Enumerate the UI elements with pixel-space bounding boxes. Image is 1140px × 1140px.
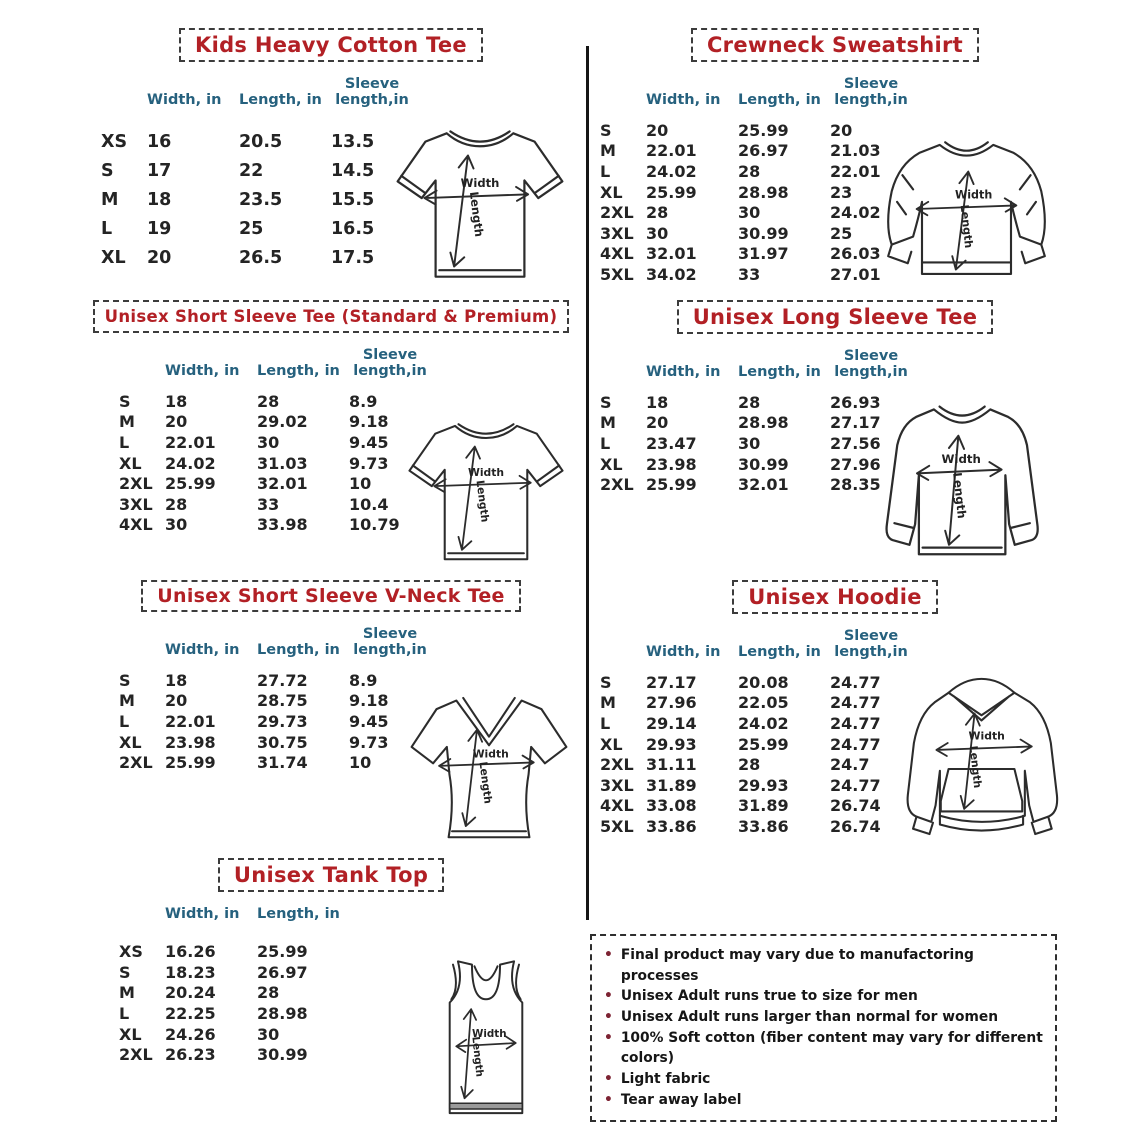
size-label: XL: [119, 453, 142, 473]
table-header-row: [646, 348, 1078, 380]
column-header: Width, in: [646, 364, 721, 381]
column-header: Sleeve length,in: [335, 76, 409, 109]
measurement-value: 24.77: [830, 734, 881, 754]
measurement-value: 23.5: [239, 190, 283, 211]
measurement-value: 13.5: [331, 132, 375, 153]
measurement-value: 20.24: [165, 983, 216, 1003]
measurement-value: 18.23: [165, 962, 216, 982]
measurement-value: 31.11: [646, 755, 697, 775]
measurement-value: 30: [257, 432, 280, 452]
measurement-value: 22.01: [830, 161, 881, 181]
note-text: Final product may vary due to manufactoring processes: [620, 947, 974, 984]
size-label: L: [600, 433, 611, 453]
measurement-value: 16.26: [165, 942, 216, 962]
bullet-dot: •: [604, 1009, 613, 1026]
section-unisex-long-sleeve-tee: [592, 300, 1078, 520]
section-title: Unisex Hoodie: [732, 580, 938, 614]
column-header: Length, in: [738, 92, 821, 109]
measurement-value: 9.45: [349, 432, 389, 452]
measurement-value: 31.97: [738, 244, 789, 264]
measurement-value: 26.5: [239, 248, 283, 269]
measurement-value: 9.18: [349, 691, 389, 711]
measurement-value: 24.02: [646, 161, 697, 181]
size-label: 4XL: [600, 244, 634, 264]
measurement-value: 26.74: [830, 816, 881, 836]
table-header-row: [646, 76, 1078, 108]
column-header: Length, in: [239, 92, 322, 109]
size-label: L: [600, 161, 611, 181]
measurement-value: 8.9: [349, 670, 378, 690]
measurement-value: 27.96: [830, 454, 881, 474]
size-label: L: [101, 219, 113, 240]
size-label: L: [119, 711, 130, 731]
measurement-value: 26.74: [830, 796, 881, 816]
measurement-value: 18: [646, 392, 669, 412]
size-label: S: [600, 120, 612, 140]
measurement-value: 29.02: [257, 412, 308, 432]
measurement-value: 23.47: [646, 433, 697, 453]
size-label: S: [119, 962, 131, 982]
measurement-value: 28: [738, 755, 761, 775]
note-text: 100% Soft cotton (fiber content may vary for different colors): [620, 1029, 1043, 1067]
measurement-value: 24.02: [830, 203, 881, 223]
size-label: XL: [119, 1024, 142, 1044]
measurement-value: 9.73: [349, 453, 389, 473]
column-header: Length, in: [738, 644, 821, 661]
measurement-value: 28: [738, 161, 761, 181]
measurement-value: 20.5: [239, 132, 283, 153]
measurement-value: 27.56: [830, 433, 881, 453]
note-item: [604, 945, 1043, 986]
width-arrow-label: Width: [941, 452, 981, 467]
size-label: 2XL: [600, 203, 634, 223]
size-label: L: [119, 1004, 130, 1024]
note-item: [604, 1028, 1043, 1069]
measurement-value: 15.5: [331, 190, 375, 211]
column-header: Length, in: [738, 364, 821, 381]
measurement-value: 10.79: [349, 515, 400, 535]
measurement-value: 22.01: [165, 711, 216, 731]
section-title-row: [85, 28, 577, 62]
measurement-value: 28.35: [830, 475, 881, 495]
note-text: Unisex Adult runs larger than normal for women: [620, 1009, 999, 1026]
length-arrow-label: Length: [469, 1035, 486, 1078]
size-label: 2XL: [600, 475, 634, 495]
measurement-value: 29.93: [738, 775, 789, 795]
measurement-value: 28.98: [738, 413, 789, 433]
measurement-value: 20: [165, 412, 188, 432]
column-header: Sleeve length,in: [834, 348, 908, 381]
measurement-value: 24.77: [830, 693, 881, 713]
longsleeve-tee-drawing: [850, 385, 1078, 573]
size-label: 2XL: [119, 753, 153, 773]
measurement-value: 30: [738, 433, 761, 453]
note-item: [604, 1007, 1043, 1028]
measurement-value: 28: [738, 392, 761, 412]
column-header: Length, in: [257, 363, 340, 380]
size-label: M: [119, 983, 135, 1003]
size-label: S: [119, 391, 131, 411]
measurement-value: 30: [738, 203, 761, 223]
measurement-value: 22.01: [646, 141, 697, 161]
note-item: [604, 986, 1043, 1007]
section-unisex-vneck-tee: [85, 580, 577, 805]
measurement-value: 28: [165, 494, 188, 514]
measurement-value: 8.9: [349, 391, 378, 411]
column-header: Length, in: [257, 642, 340, 659]
measurement-value: 20: [830, 120, 853, 140]
measurement-value: 33: [257, 494, 280, 514]
sweatshirt-drawing: [854, 120, 1079, 298]
measurement-value: 33.86: [738, 816, 789, 836]
measurement-value: 33.08: [646, 796, 697, 816]
size-label: S: [119, 670, 131, 690]
size-label: 2XL: [119, 1045, 153, 1065]
size-label: XL: [119, 732, 142, 752]
length-arrow-label: Length: [957, 204, 976, 249]
measurement-value: 21.03: [830, 141, 881, 161]
measurement-value: 25.99: [646, 475, 697, 495]
size-label: XL: [600, 182, 623, 202]
measurement-value: 27.17: [830, 413, 881, 433]
width-arrow-label: Width: [460, 175, 500, 190]
measurement-value: 26.23: [165, 1045, 216, 1065]
measurement-value: 32.01: [257, 474, 308, 494]
section-title: Kids Heavy Cotton Tee: [179, 28, 483, 62]
measurement-value: 27.17: [646, 672, 697, 692]
column-header: Sleeve length,in: [834, 76, 908, 109]
column-header: Width, in: [147, 92, 222, 109]
section-title: Unisex Short Sleeve V-Neck Tee: [141, 580, 520, 612]
section-title: Unisex Tank Top: [218, 858, 444, 892]
measurement-value: 28: [257, 983, 280, 1003]
column-header: Sleeve length,in: [834, 628, 908, 661]
measurement-value: 22.05: [738, 693, 789, 713]
measurement-value: 24.02: [165, 453, 216, 473]
measurement-value: 30: [646, 223, 669, 243]
measurement-value: 27.96: [646, 693, 697, 713]
bullet-dot: •: [604, 1029, 613, 1046]
measurement-value: 28.75: [257, 691, 308, 711]
width-arrow-label: Width: [955, 188, 993, 202]
measurement-value: 10: [349, 753, 372, 773]
column-header: Sleeve length,in: [353, 347, 427, 380]
length-arrow-label: Length: [466, 190, 487, 238]
measurement-value: 25: [239, 219, 264, 240]
measurement-value: 24.7: [830, 755, 870, 775]
length-arrow-label: Length: [473, 479, 492, 523]
measurement-value: 20: [165, 691, 188, 711]
section-title: Unisex Short Sleeve Tee (Standard & Premium): [93, 300, 570, 333]
measurement-value: 31.89: [646, 775, 697, 795]
measurement-value: 20: [147, 248, 172, 269]
measurement-value: 24.77: [830, 713, 881, 733]
measurement-value: 28: [646, 203, 669, 223]
measurement-value: 20: [646, 413, 669, 433]
measurement-value: 25.99: [165, 474, 216, 494]
size-label: 5XL: [600, 264, 634, 284]
tanktop-drawing: [420, 950, 552, 1122]
measurement-value: 24.02: [738, 713, 789, 733]
size-label: L: [600, 713, 611, 733]
size-label: M: [119, 691, 135, 711]
measurement-value: 28: [257, 391, 280, 411]
measurement-value: 30: [257, 1024, 280, 1044]
measurement-value: 25.99: [738, 120, 789, 140]
length-arrow-label: Length: [950, 471, 969, 520]
vneck-tee-drawing: [403, 673, 575, 845]
measurement-value: 33.98: [257, 515, 308, 535]
column-header: Width, in: [646, 92, 721, 109]
measurement-value: 31.89: [738, 796, 789, 816]
size-label: 3XL: [600, 223, 634, 243]
measurement-value: 23: [830, 182, 853, 202]
measurement-value: 25: [830, 223, 853, 243]
measurement-value: 9.18: [349, 412, 389, 432]
size-label: M: [600, 141, 616, 161]
length-arrow-label: Length: [966, 745, 985, 789]
measurement-value: 22: [239, 161, 264, 182]
measurement-value: 34.02: [646, 264, 697, 284]
measurement-value: 16: [147, 132, 172, 153]
note-item: [604, 1090, 1043, 1111]
note-text: Unisex Adult runs true to size for men: [620, 988, 918, 1005]
size-label: 4XL: [600, 796, 634, 816]
measurement-value: 31.74: [257, 753, 308, 773]
size-label: 3XL: [600, 775, 634, 795]
size-label: M: [600, 413, 616, 433]
measurement-value: 22.01: [165, 432, 216, 452]
section-unisex-tank-top: [85, 858, 577, 1078]
column-header: Width, in: [165, 363, 240, 380]
measurement-value: 26.03: [830, 244, 881, 264]
section-title-row: [85, 858, 577, 892]
size-label: M: [600, 693, 616, 713]
hoodie-drawing: [874, 665, 1089, 847]
tshirt-drawing: [397, 395, 575, 567]
measurement-value: 30.99: [738, 223, 789, 243]
note-text: Light fabric: [620, 1071, 711, 1088]
measurement-value: 27.01: [830, 264, 881, 284]
measurement-value: 16.5: [331, 219, 375, 240]
size-label: M: [119, 412, 135, 432]
section-unisex-hoodie: [592, 580, 1078, 837]
size-label: S: [101, 161, 114, 182]
note-item: [604, 1069, 1043, 1090]
column-header: Width, in: [646, 644, 721, 661]
note-text: Tear away label: [620, 1091, 742, 1108]
measurement-value: 28.98: [738, 182, 789, 202]
width-arrow-label: Width: [467, 465, 505, 479]
section-title-row: [592, 300, 1078, 334]
measurement-value: 24.77: [830, 775, 881, 795]
table-header-row: [646, 628, 1078, 660]
measurement-value: 9.73: [349, 732, 389, 752]
section-title-row: [85, 300, 577, 333]
column-header: Length, in: [257, 906, 340, 922]
size-label: XL: [600, 454, 623, 474]
table-header-row: [165, 347, 577, 379]
measurement-value: 25.99: [646, 182, 697, 202]
measurement-value: 24.77: [830, 672, 881, 692]
measurement-value: 26.97: [738, 141, 789, 161]
section-title: Unisex Long Sleeve Tee: [677, 300, 994, 334]
measurement-value: 33.86: [646, 816, 697, 836]
section-title-row: [85, 580, 577, 612]
measurement-value: 30.99: [738, 454, 789, 474]
bullet-dot: •: [604, 1091, 613, 1108]
measurement-value: 18: [165, 670, 188, 690]
table-header-row: [165, 906, 577, 922]
measurement-value: 9.45: [349, 711, 389, 731]
section-title: Crewneck Sweatshirt: [691, 28, 979, 62]
column-header: Sleeve length,in: [353, 626, 427, 659]
measurement-value: 29.93: [646, 734, 697, 754]
measurement-value: 10: [349, 474, 372, 494]
size-label: XS: [101, 132, 128, 153]
measurement-value: 26.93: [830, 392, 881, 412]
width-arrow-label: Width: [472, 747, 509, 761]
size-label: 2XL: [119, 474, 153, 494]
measurement-value: 32.01: [738, 475, 789, 495]
size-label: 5XL: [600, 816, 634, 836]
measurement-value: 29.73: [257, 711, 308, 731]
measurement-value: 23.98: [646, 454, 697, 474]
section-crewneck-sweatshirt: [592, 28, 1078, 285]
bullet-dot: •: [604, 947, 613, 963]
measurement-value: 14.5: [331, 161, 375, 182]
width-arrow-label: Width: [472, 1028, 507, 1041]
size-label: 3XL: [119, 494, 153, 514]
measurement-value: 29.14: [646, 713, 697, 733]
size-label: XS: [119, 942, 143, 962]
measurement-value: 17: [147, 161, 172, 182]
size-label: S: [600, 392, 612, 412]
measurement-value: 10.4: [349, 494, 389, 514]
section-title-row: [592, 580, 1078, 614]
measurement-value: 30: [165, 515, 188, 535]
measurement-value: 30.99: [257, 1045, 308, 1065]
width-arrow-label: Width: [968, 729, 1005, 743]
measurement-value: 20: [646, 120, 669, 140]
notes-list: [604, 945, 1043, 1111]
measurement-value: 25.99: [165, 753, 216, 773]
measurement-value: 27.72: [257, 670, 308, 690]
size-label: XL: [600, 734, 623, 754]
bullet-dot: •: [604, 988, 613, 1005]
measurement-value: 30.75: [257, 732, 308, 752]
size-label: XL: [101, 248, 126, 269]
column-header: Width, in: [165, 906, 240, 922]
table-header-row: [165, 626, 577, 658]
measurement-value: 25.99: [257, 942, 308, 962]
bullet-dot: •: [604, 1071, 613, 1088]
size-label: S: [600, 672, 612, 692]
column-divider: [586, 46, 589, 920]
measurement-value: 32.01: [646, 244, 697, 264]
measurement-value: 26.97: [257, 962, 308, 982]
measurement-value: 17.5: [331, 248, 375, 269]
size-label: 2XL: [600, 755, 634, 775]
notes-box: [590, 934, 1057, 1122]
tshirt-drawing: [385, 100, 575, 285]
measurement-value: 31.03: [257, 453, 308, 473]
section-title-row: [592, 28, 1078, 62]
size-label: M: [101, 190, 119, 211]
measurement-value: 19: [147, 219, 172, 240]
measurement-value: 22.25: [165, 1004, 216, 1024]
section-kids-heavy-cotton-tee: [85, 28, 577, 273]
measurement-value: 20.08: [738, 672, 789, 692]
measurement-value: 33: [738, 264, 761, 284]
measurement-value: 24.26: [165, 1024, 216, 1044]
size-label: 4XL: [119, 515, 153, 535]
section-unisex-short-sleeve-tee: [85, 300, 577, 536]
measurement-value: 18: [147, 190, 172, 211]
measurement-value: 23.98: [165, 732, 216, 752]
length-arrow-label: Length: [476, 760, 495, 805]
column-header: Width, in: [165, 642, 240, 659]
measurement-value: 28.98: [257, 1004, 308, 1024]
size-label: L: [119, 432, 130, 452]
measurement-value: 18: [165, 391, 188, 411]
measurement-value: 25.99: [738, 734, 789, 754]
